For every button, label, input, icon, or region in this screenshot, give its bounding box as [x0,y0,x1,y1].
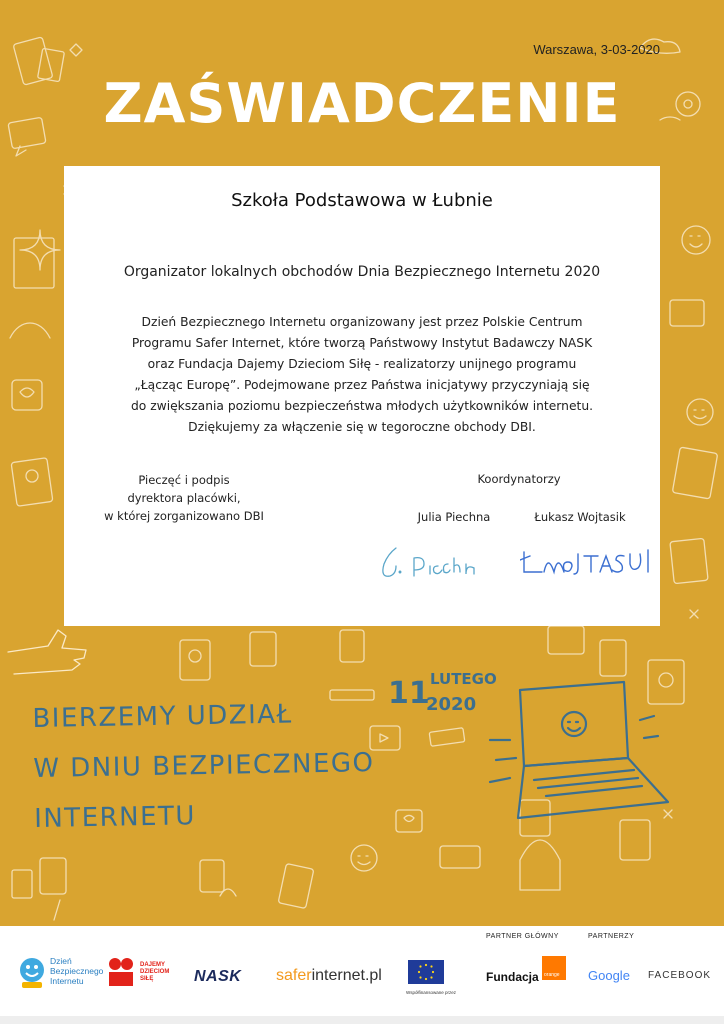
coordinator-name-1: Julia Piechna [417,510,491,524]
stamp-line: dyrektora placówki, [127,491,241,505]
logo-saferinternet [276,967,382,985]
body-line: do zwiększania poziomu bezpieczeństwa młodych użytkowników internetu. [130,399,594,413]
coordinators-label: Koordynatorzy [477,472,561,486]
stamp-signature-label [94,471,274,525]
logo-facebook: FACEBOOK [648,970,712,981]
signature-julia-piechna [374,544,504,584]
event-day: 11 [388,676,430,711]
event-month: LUTEGO [430,670,497,688]
logo-orange [542,956,566,980]
bottom-edge [0,1016,724,1024]
logo-eu [406,960,466,1000]
school-name: Szkoła Podstawowa w Łubnie [231,190,493,211]
logo-fdds [106,956,186,992]
stamp-line: w której zorganizowano DBI [104,509,264,523]
body-line: Dziękujemy za włączenie się w tegoroczne obchody DBI. [188,420,536,434]
eu-flag-icon [408,960,444,984]
place-date: Warszawa, 3-03-2020 [533,42,660,57]
dbi-logo-text: Internetu [50,976,84,986]
partner-main-label: PARTNER GŁÓWNY [486,933,559,940]
event-tagline [32,687,415,844]
partners-label: PARTNERZY [588,933,635,940]
coordinator-name-2: Łukasz Wojtasik [534,510,626,524]
dbi-logo-icon [18,956,46,990]
safer-logo-suffix: internet.pl [311,967,382,984]
certificate-body [94,312,630,438]
event-year: 2020 [426,694,477,715]
fdds-logo-text: DAJEMY [140,962,166,968]
body-line: Dzień Bezpiecznego Internetu organizowany jest przez Polskie Centrum [141,315,583,329]
tagline-line: W DNIU BEZPIECZNEGO [33,748,375,784]
eu-caption: Współfinansowane przez [406,990,457,995]
body-line: „Łącząc Europę”. Podejmowane przez Państwa inicjatywy przyczyniają się [134,378,590,392]
orange-logo-text: orange [544,972,560,978]
tagline-line: INTERNETU [33,801,197,834]
safer-logo-prefix: safer [276,967,312,984]
laptop-illustration [490,682,668,818]
organizer-role: Organizator lokalnych obchodów Dnia Bezpiecznego Internetu 2020 [123,264,601,280]
dbi-logo-text: Bezpiecznego [50,966,104,976]
logo-fundacja: Fundacja [486,970,539,984]
signature-lukasz-wojtasik [520,544,650,584]
tagline-line: BIERZEMY UDZIAŁ [32,699,293,734]
fdds-logo-icon [106,956,136,988]
dbi-logo-text: Dzień [50,956,72,966]
logo-nask: NASK [194,968,242,985]
certificate-title: ZAŚWIADCZENIE [103,72,621,135]
body-line: Programu Safer Internet, które tworzą Państwowy Instytut Badawczy NASK [131,336,593,350]
fdds-logo-text: SIŁĘ [140,976,154,982]
logo-dbi [18,952,118,992]
body-line: oraz Fundacja Dajemy Dzieciom Siłę - realizatorzy unijnego programu [147,357,577,371]
logo-google: Google [588,968,630,983]
stamp-line: Pieczęć i podpis [138,473,230,487]
certificate-card [64,166,660,626]
fdds-logo-text: DZIECIOM [140,969,170,975]
